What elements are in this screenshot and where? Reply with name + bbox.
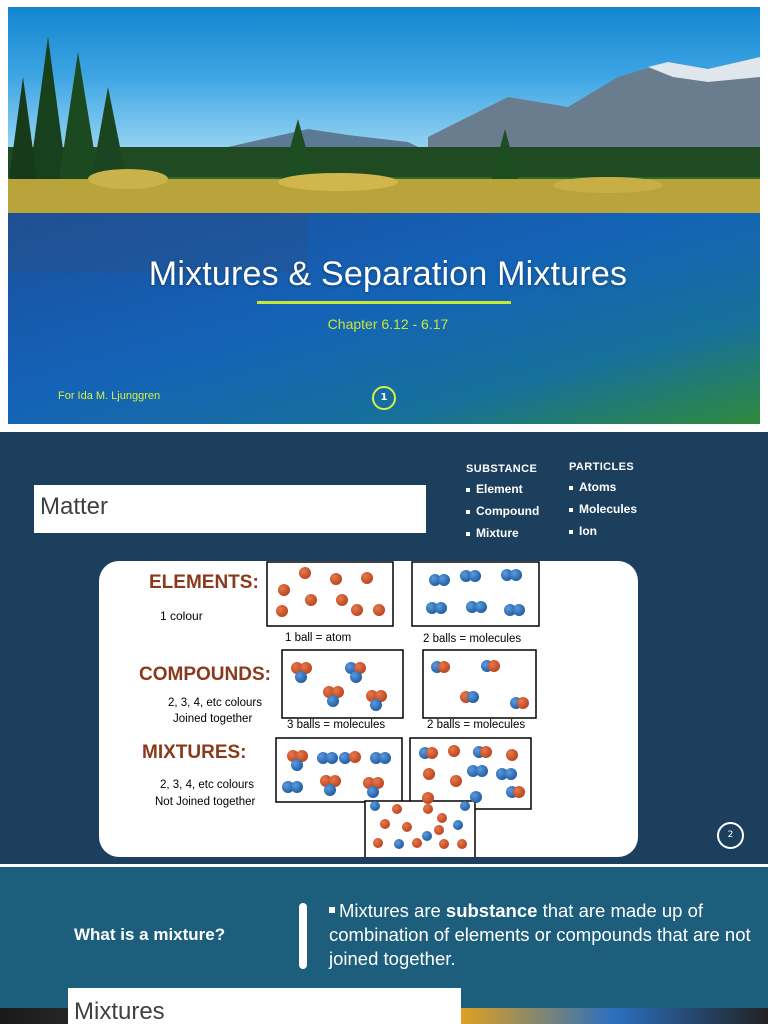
divider-bar <box>299 903 307 969</box>
list-item: Atoms <box>569 480 637 494</box>
list-item: Element <box>466 482 539 496</box>
compounds-heading: COMPOUNDS: <box>139 664 271 685</box>
list-item: Molecules <box>569 502 637 516</box>
slide-number: 1 <box>372 386 396 410</box>
slide-title-box <box>68 988 461 1024</box>
particles-diagram-panel <box>99 561 638 857</box>
slide-title: Matter <box>40 493 109 520</box>
compounds-note-1: 2, 3, 4, etc colours <box>168 697 262 709</box>
mixtures-note-2: Not Joined together <box>155 796 256 808</box>
list-item: Mixture <box>466 526 539 540</box>
mixtures-note-1: 2, 3, 4, etc colours <box>160 779 254 791</box>
matter-slide <box>0 432 768 864</box>
substance-list <box>466 463 539 548</box>
author-credit: For Ida M. Ljunggren <box>58 390 161 402</box>
particles-header: PARTICLES <box>569 461 635 473</box>
presentation-title: Mixtures & Separation Mixtures <box>148 255 628 293</box>
compounds-3ball-box <box>282 650 403 718</box>
landscape-illustration <box>8 7 760 424</box>
list-item: Compound <box>466 504 539 518</box>
particles-diagram <box>99 561 638 857</box>
elements-note: 1 colour <box>160 609 203 623</box>
slide-title-box <box>34 485 426 533</box>
chapter-subtitle: Chapter 6.12 - 6.17 <box>327 316 449 332</box>
bullet-icon <box>329 907 335 913</box>
caption-atom: 1 ball = atom <box>285 632 352 644</box>
question-heading: What is a mixture? <box>74 925 226 944</box>
caption-compound-2: 2 balls = molecules <box>427 719 526 731</box>
mixtures-heading: MIXTURES: <box>142 742 247 763</box>
slide-title: Mixtures <box>74 998 165 1024</box>
slide-number: 2 <box>717 822 744 849</box>
title-slide <box>8 7 760 424</box>
particles-list <box>569 461 637 546</box>
definition-slide <box>0 867 768 1008</box>
title-underline <box>257 301 511 304</box>
substance-header: SUBSTANCE <box>466 463 538 475</box>
list-item: Ion <box>569 524 637 538</box>
compounds-note-2: Joined together <box>173 713 253 725</box>
definition-text: Mixtures are substance that are made up of combination of elements or compounds that are not joined together. <box>329 900 751 969</box>
caption-compound-3: 3 balls = molecules <box>287 719 386 731</box>
caption-molecules: 2 balls = molecules <box>423 633 522 645</box>
elements-heading: ELEMENTS: <box>149 572 259 593</box>
